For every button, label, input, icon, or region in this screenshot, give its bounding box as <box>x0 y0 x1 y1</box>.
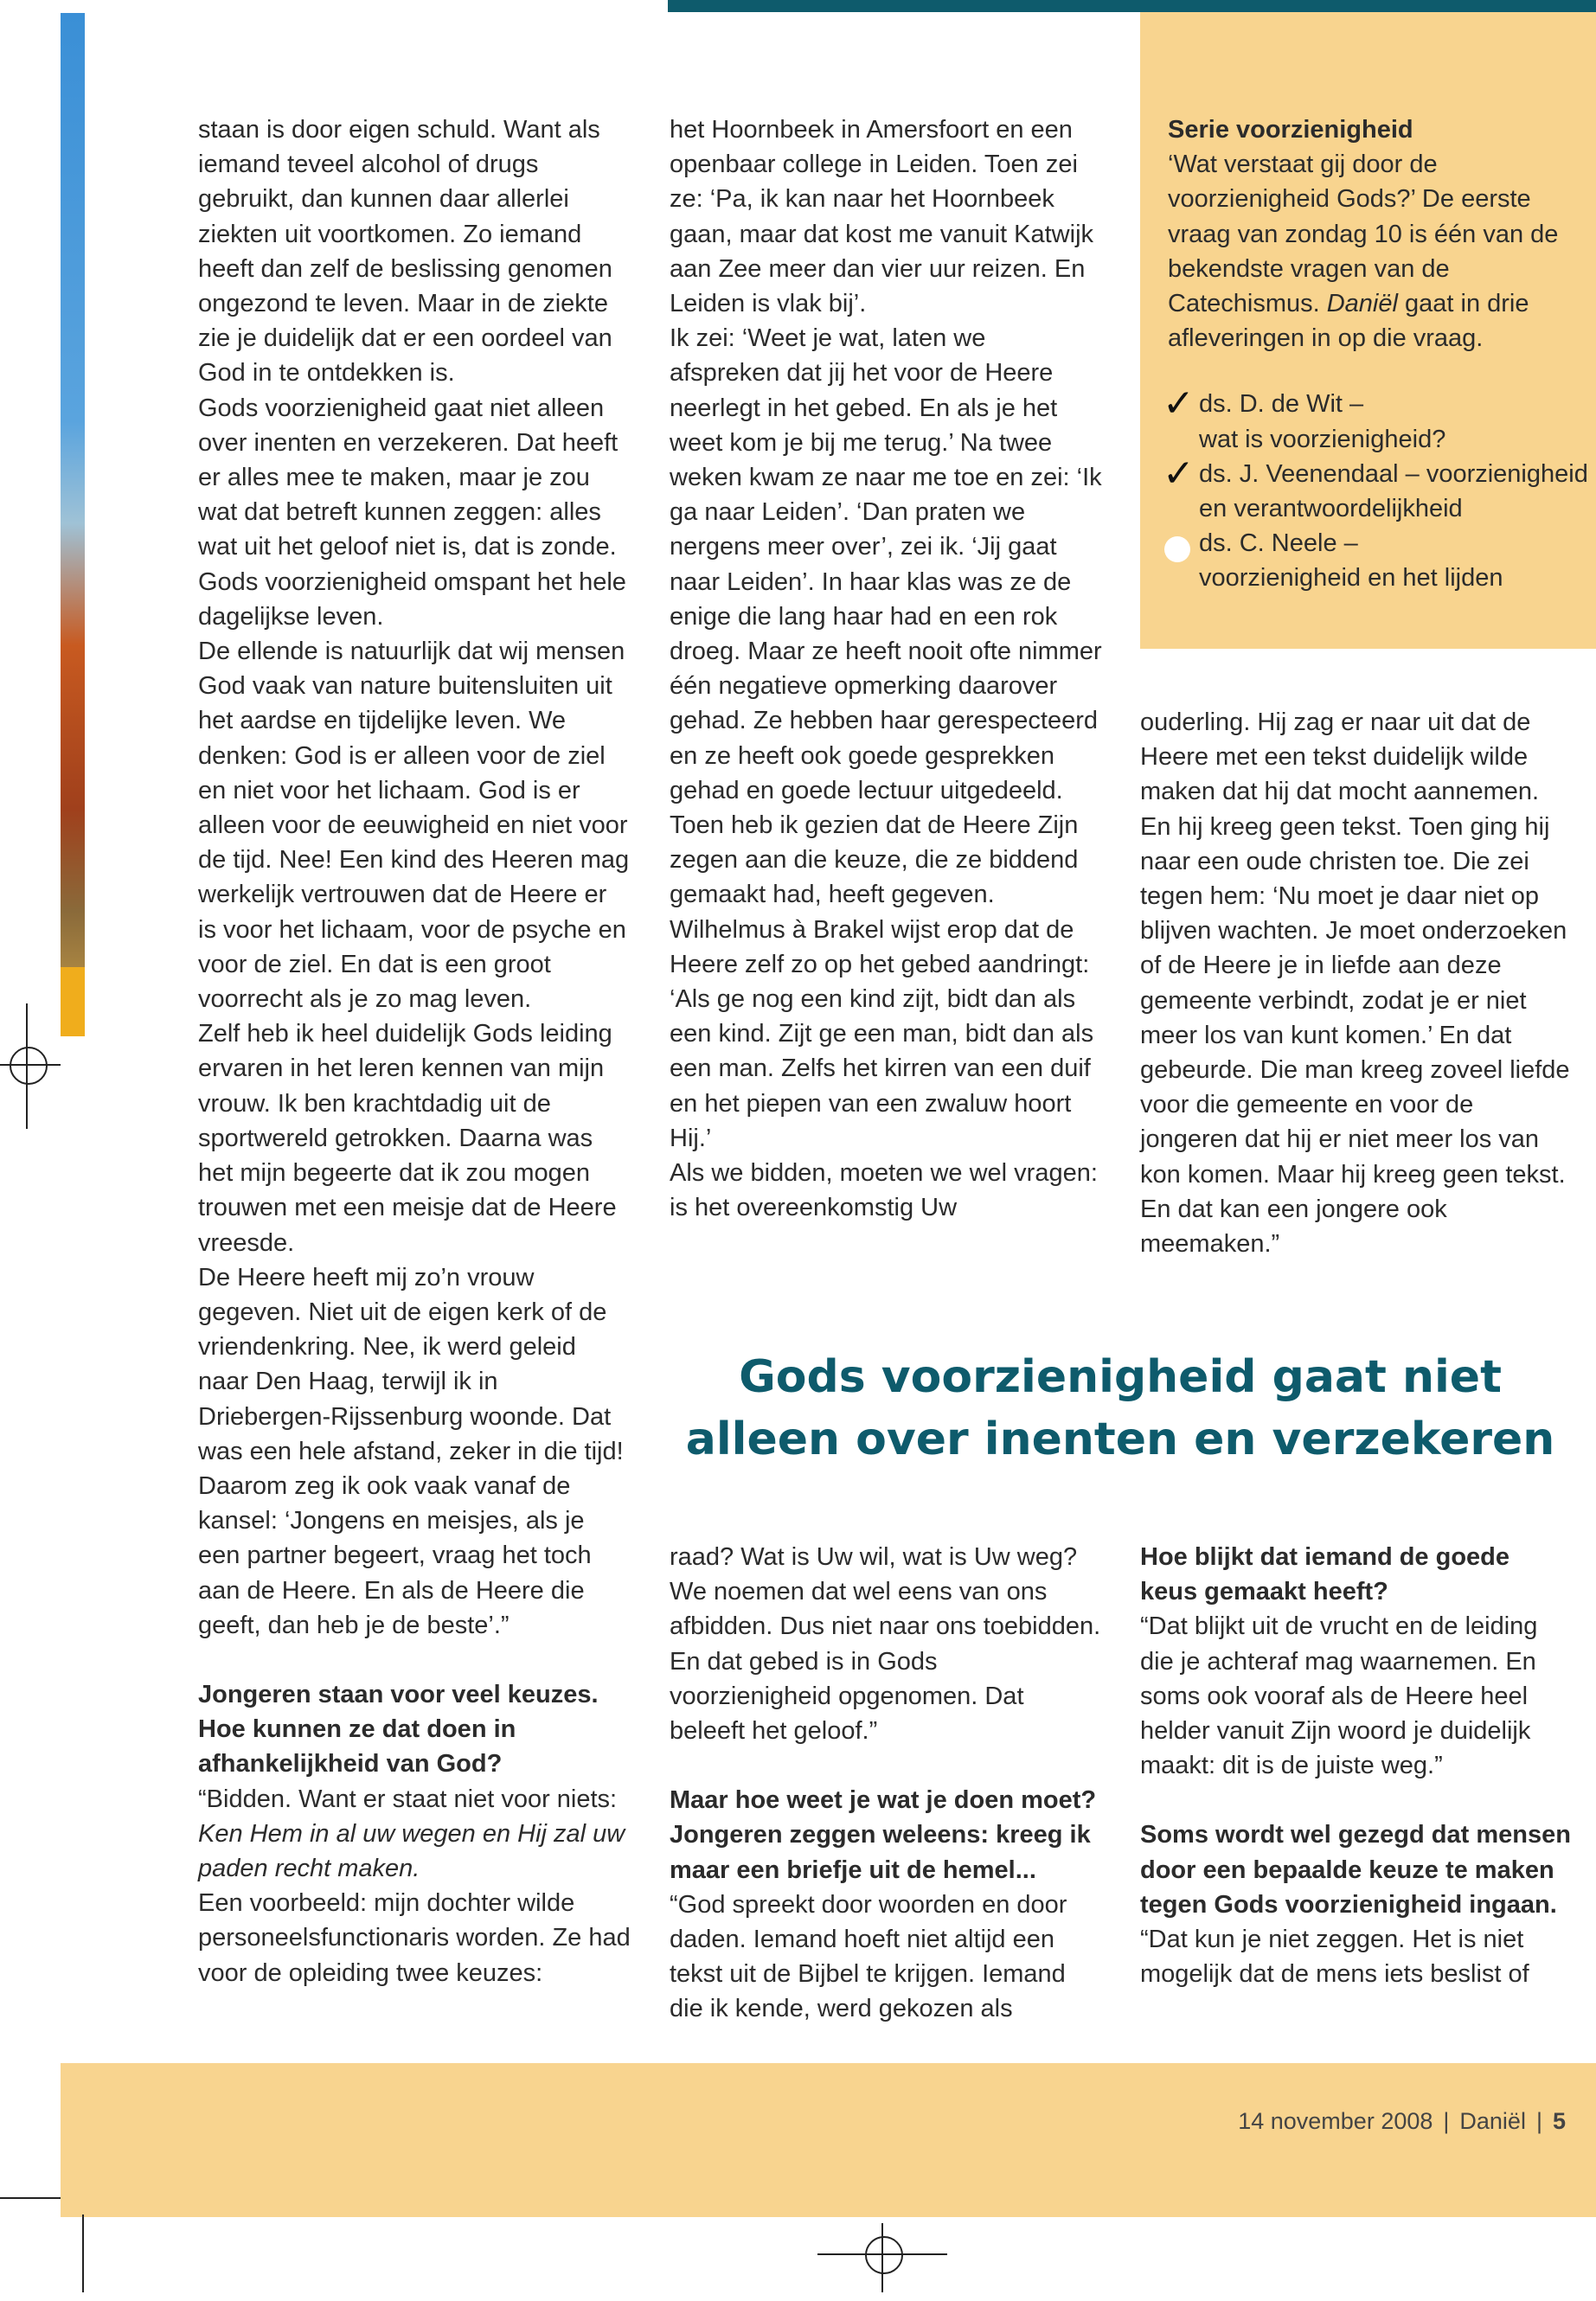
interview-question: Hoe blijkt dat iemand de goede keus gemaakt heeft? <box>1140 1543 1510 1606</box>
interview-question: Jongeren staan voor veel keuzes. Hoe kunnen ze dat doen in afhankelijkheid van God? <box>198 1680 599 1779</box>
paragraph: De ellende is natuurlijk dat wij mensen God vaak van nature buitensluiten uit het aardse en tijdelijke leven. We denken: God is er alleen voor de ziel en niet voor het lichaam. God is er alleen voor de eeuwigheid en niet voor de tijd. Nee! Een kind des Heeren mag werkelijk vertrouwen dat de Heere er is voor het lichaam, voor de psyche en voor de ziel. En dat is een groot voorrecht als je zo mag leven. <box>198 638 630 1014</box>
top-bar <box>668 0 1596 12</box>
column-3-bottom <box>1140 1540 1573 1991</box>
series-list <box>1163 382 1592 595</box>
interview-answer: “God spreekt door woorden en door daden. Iemand hoeft niet altijd een tekst uit de Bijbel te krijgen. Iemand die ik kende, werd gekozen als <box>670 1890 1067 2023</box>
paragraph: De Heere heeft mij zo’n vrouw gegeven. Niet uit de eigen kerk of de vriendenkring. Nee, ik werd geleid naar Den Haag, terwijl ik in Driebergen-Rijssenburg woonde. Dat was een hele afstand, zeker in die tijd! Daarom zeg ik ook vaak vanaf de kansel: ‘Jongens en meisjes, als je een partner begeert, vraag het toch aan de Heere. En als de Heere die geeft, dan heb je de beste’.” <box>198 1263 624 1639</box>
column-2 <box>670 112 1102 1226</box>
pull-quote-headline: Gods voorzienigheid gaat niet alleen over inenten en verzekeren <box>685 1351 1555 1465</box>
footer-info: 14 november 2008 | Daniël | 5 <box>1238 2108 1566 2134</box>
interview-question: Soms wordt wel gezegd dat mensen door een bepaalde keuze te maken tegen Gods voorzienigheid ingaan. <box>1140 1821 1571 1919</box>
magazine-name: Daniël <box>1459 2108 1526 2134</box>
series-item: ds. C. Neele – voorzienigheid en het lijden <box>1168 526 1592 595</box>
check-icon: ✓ <box>1163 382 1195 426</box>
interview-question: Maar hoe weet je wat je doen moet? Jongeren zeggen weleens: kreeg ik maar een briefje uit de hemel... <box>670 1786 1097 1884</box>
paragraph: Wilhelmus à Brakel wijst erop dat de Heere zelf zo op het gebed aandringt: ‘Als ge nog een kind zijt, bidt dan als een kind. Zijt ge een man, bidt dan als een man. Zelfs het kirren van een duif en het piepen van een zwaluw hoort Hij.’ <box>670 915 1094 1152</box>
paragraph: Ik zei: ‘Weet je wat, laten we afspreken dat jij het voor de Heere neerlegt in het gebed. En als je het weet kom je bij me terug.’ Na twee weken kwam ze naar me toe en zei: ‘Ik ga naar Leiden’. ‘Dan praten we nergens meer over’, zei ik. ‘Jij gaat naar Leiden’. In haar klas was ze de enige die lang haar had en een rok droeg. Maar ze heeft nooit ofte nimmer één negatieve opmerking daarover gehad. Ze hebben haar gerespecteerd en ze heeft ook goede gesprekken gehad en goede lectuur uitgedeeld. Toen heb ik gezien dat de Heere Zijn zegen aan die keuze, die ze biddend gemaakt had, heeft gegeven. <box>670 324 1102 909</box>
interview-answer: “Bidden. Want er staat niet voor niets: Ken Hem in al uw wegen en Hij zal uw paden recht maken. <box>198 1785 625 1882</box>
paragraph: het Hoornbeek in Amersfoort en een openbaar college in Leiden. Toen zei ze: ‘Pa, ik kan naar het Hoornbeek gaan, maar dat kost me vanuit Katwijk aan Zee meer dan vier uur reizen. En Leiden is vlak bij’. <box>670 116 1094 318</box>
accent-strip <box>61 967 85 1036</box>
paragraph: Zelf heb ik heel duidelijk Gods leiding ervaren in het leren kennen van mijn vrouw. Ik ben krachtdadig uit de sportwereld getrokken. Daarna was het mijn begeerte dat ik zou mogen trouwen met een meisje dat de Heere vreesde. <box>198 1020 617 1257</box>
footer-band <box>61 2063 1596 2217</box>
paragraph: Als we bidden, moeten we wel vragen: is het overeenkomstig Uw <box>670 1159 1098 1222</box>
crop-mark <box>0 2197 61 2199</box>
series-item: ✓ ds. J. Veenendaal – voorzienigheid en verantwoordelijkheid <box>1163 452 1588 523</box>
column-2-bottom <box>670 1540 1102 2027</box>
column-3 <box>1140 705 1573 1261</box>
interview-answer: “Dat blijkt uit de vrucht en de leiding die je achteraf mag waarnemen. En soms ook vooraf als de Heere heel helder vanuit Zijn woord je duidelijk maakt: dit is de juiste weg.” <box>1140 1612 1538 1780</box>
column-1 <box>198 112 631 1990</box>
bullet-icon <box>1164 536 1190 562</box>
bible-quote: Ken Hem in al uw wegen en Hij zal uw paden recht maken. <box>198 1819 625 1882</box>
sidebar-intro: ‘Wat verstaat gij door de voorzienigheid Gods?’ De eerste vraag van zondag 10 is één van de bekendste vragen van de Catechismus. Daniël gaat in drie afleveringen in op die vraag. <box>1168 151 1559 353</box>
photo-strip <box>61 13 85 1034</box>
registration-mark <box>865 2236 903 2274</box>
registration-mark <box>10 1047 48 1085</box>
page-number: 5 <box>1552 2108 1566 2134</box>
sidebar-title: Serie voorzienigheid <box>1168 116 1413 144</box>
paragraph: raad? Wat is Uw wil, wat is Uw weg? We noemen dat wel eens van ons afbidden. Dus niet naar ons toebidden. En dat gebed is in Gods voorzienigheid opgenomen. Dat beleeft het geloof.” <box>670 1543 1101 1746</box>
check-icon: ✓ <box>1163 452 1195 495</box>
paragraph: Gods voorzienigheid gaat niet alleen over inenten en verzekeren. Dat heeft er alles mee te maken, maar je zou wat dat betreft kunnen zeggen: alles wat uit het geloof niet is, dat is zonde. Gods voorzienigheid omspant het hele dagelijkse leven. <box>198 394 626 631</box>
series-item: ✓ ds. D. de Wit – wat is voorzienigheid? <box>1163 382 1446 453</box>
crop-mark <box>82 2214 84 2292</box>
paragraph: staan is door eigen schuld. Want als iemand teveel alcohol of drugs gebruikt, dan kunnen daar allerlei ziekten uit voortkomen. Zo iemand heeft dan zelf de beslissing genomen ongezond te leven. Maar in de ziekte zie je duidelijk dat er een oordeel van God in te ontdekken is. <box>198 116 612 388</box>
issue-date: 14 november 2008 <box>1238 2108 1433 2134</box>
paragraph: Een voorbeeld: mijn dochter wilde personeelsfunctionaris worden. Ze had voor de opleiding twee keuzes: <box>198 1889 631 1987</box>
sidebar-content <box>1163 112 1592 596</box>
paragraph: ouderling. Hij zag er naar uit dat de Heere met een tekst duidelijk wilde maken dat hij dat mocht aannemen. En hij kreeg geen tekst. Toen ging hij naar een oude christen toe. Die zei tegen hem: ‘Nu moet je daar niet op blijven wachten. Je moet onderzoeken of de Heere je in liefde aan deze gemeente verbindt, zodat je er niet meer los van kunt komen.’ En dat gebeurde. Die man kreeg zoveel liefde voor die gemeente en voor de jongeren dat hij er niet meer los van kon komen. Maar hij kreeg geen tekst. En dat kan een jongere ook meemaken.” <box>1140 708 1570 1259</box>
interview-answer: “Dat kun je niet zeggen. Het is niet mogelijk dat de mens iets beslist of <box>1140 1926 1529 1989</box>
